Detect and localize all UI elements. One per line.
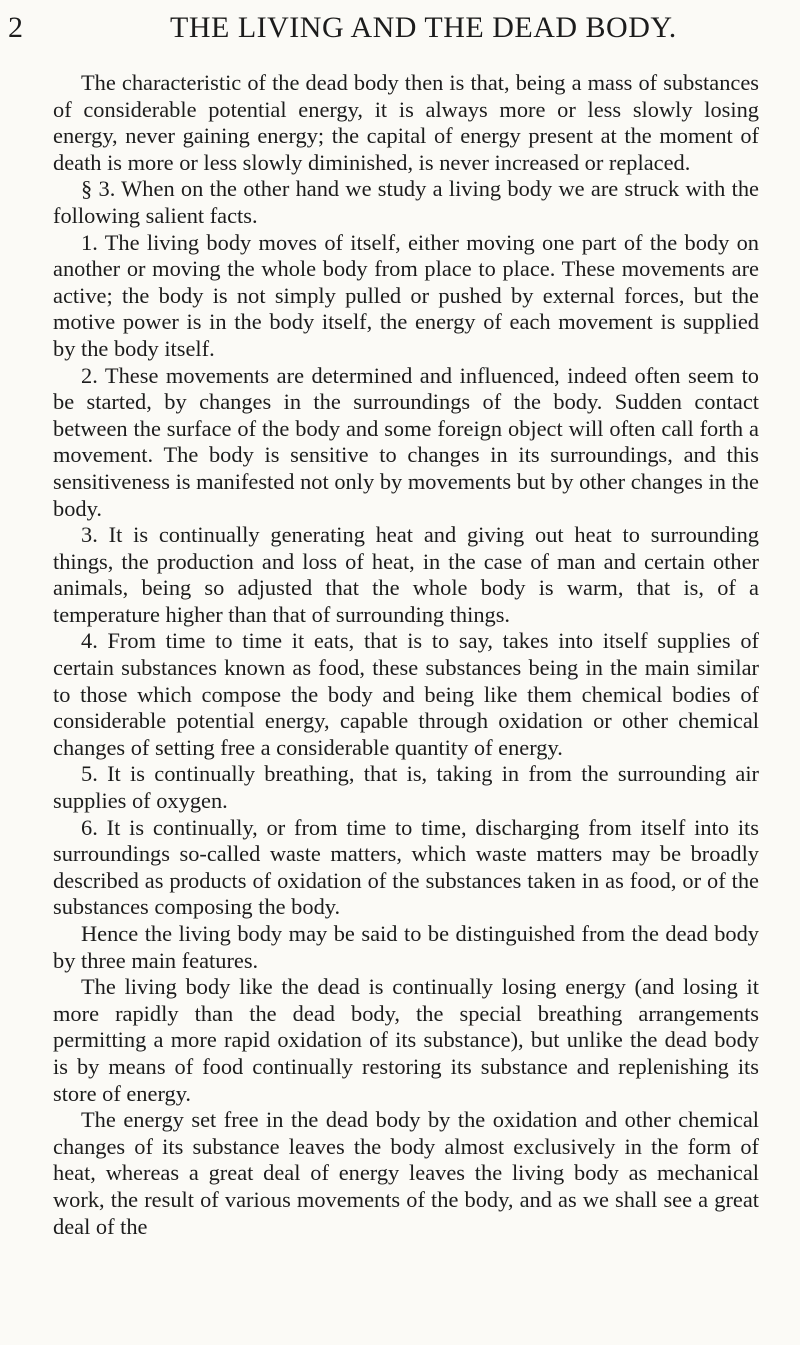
body-text <box>53 70 759 1240</box>
page-number: 2 <box>8 11 23 44</box>
paragraph: The characteristic of the dead body then is that, being a mass of substances of considerable potential energy, it is always more or less slowly losing energy, never gaining energy; the capital of energy present at the moment of death is more or less slowly diminished, is never increased or replaced. <box>53 70 759 175</box>
page-header <box>0 8 800 48</box>
paragraph: 3. It is continually generating heat and giving out heat to surrounding things, the production and loss of heat, in the case of man and certain other animals, being so adjusted that the whole body is warm, that is, of a temperature higher than that of surrounding things. <box>53 522 759 627</box>
paragraph: 4. From time to time it eats, that is to say, takes into itself supplies of certain substances known as food, these substances being in the main similar to those which compose the body and being like them chemical bodies of considerable potential energy, capable through oxidation or other chemical changes of setting free a considerable quantity of energy. <box>53 628 759 760</box>
paragraph: 2. These movements are determined and influenced, indeed often seem to be started, by changes in the surroundings of the body. Sudden contact between the surface of the body and some foreign object will often call forth a movement. The body is sensitive to changes in its surroundings, and this sensitiveness is manifested not only by movements but by other changes in the body. <box>53 362 759 521</box>
paragraph: 1. The living body moves of itself, either moving one part of the body on another or moving the whole body from place to place. These movements are active; the body is not simply pulled or pushed by external forces, but the motive power is in the body itself, the energy of each movement is supplied by the body itself. <box>53 229 759 361</box>
running-head: THE LIVING AND THE DEAD BODY. <box>170 11 677 44</box>
paragraph: The energy set free in the dead body by the oxidation and other chemical changes of its substance leaves the body almost exclusively in the form of heat, whereas a great deal of energy leaves the living body as mechanical work, the result of various movements of the body, and as we shall see a great deal of the <box>53 1107 759 1239</box>
paragraph: The living body like the dead is continually losing energy (and losing it more rapidly than the dead body, the special breathing arrangements permitting a more rapid oxidation of its substance), but unlike the dead body is by means of food continually restoring its substance and replenishing its store of energy. <box>53 974 759 1106</box>
paragraph: 6. It is continually, or from time to time, discharging from itself into its surroundings so-called waste matters, which waste matters may be broadly described as products of oxidation of the substances taken in as food, or of the substances composing the body. <box>53 814 759 920</box>
paragraph: 5. It is continually breathing, that is, taking in from the surrounding air supplies of oxygen. <box>53 761 759 814</box>
paragraph: Hence the living body may be said to be distinguished from the dead body by three main features. <box>53 921 759 973</box>
paragraph: § 3. When on the other hand we study a living body we are struck with the following salient facts. <box>53 176 759 228</box>
